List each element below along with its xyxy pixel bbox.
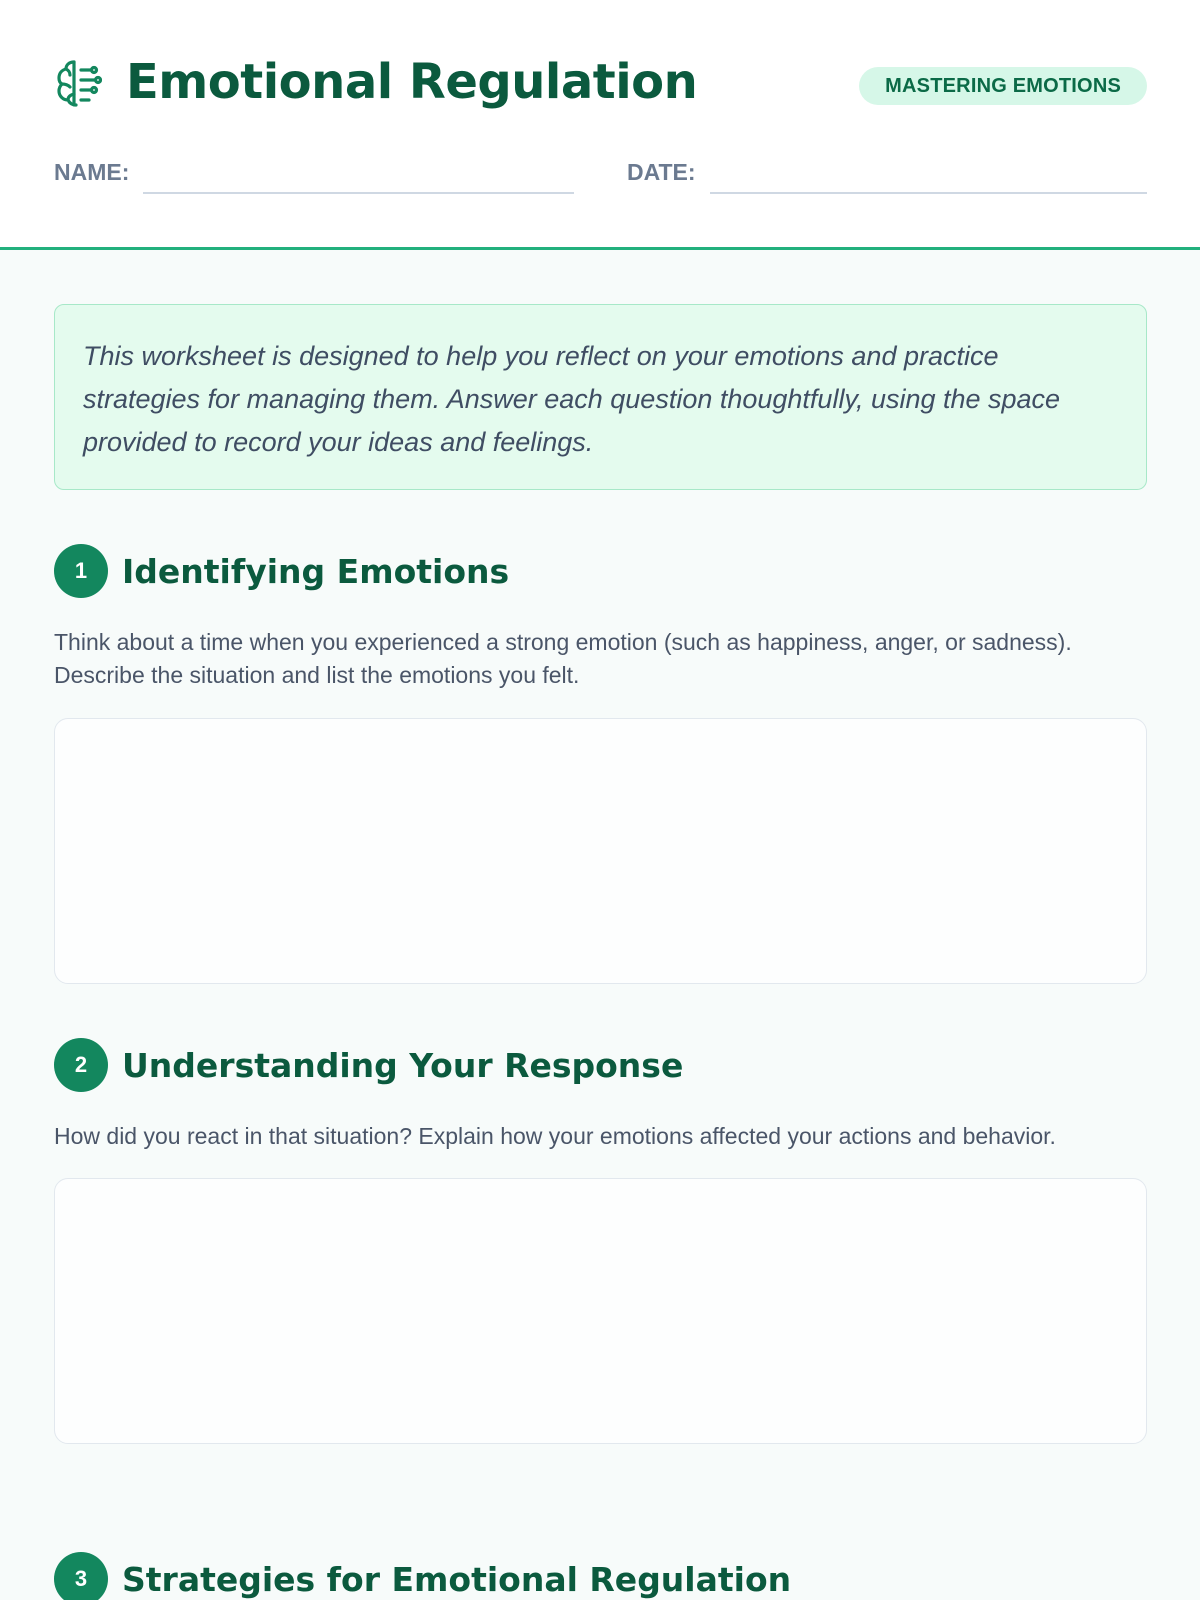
section-title: Understanding Your Response [122,1045,684,1085]
date-input-line[interactable] [710,156,1147,194]
page-title: Emotional Regulation [126,54,698,110]
name-input-line[interactable] [143,156,574,194]
section-2-header [54,1038,683,1092]
intro-text: This worksheet is designed to help you reflect on your emotions and practice strategies for managing them. Answer each question thoughtfully, using the space provided to record your ideas and feelings. [83,341,1061,457]
brain-icon [54,56,102,108]
date-field [627,156,1147,194]
section-title: Strategies for Emotional Regulation [122,1559,792,1599]
section-number-badge: 3 [54,1552,108,1600]
worksheet-header [0,0,1200,250]
name-label: NAME: [54,159,130,185]
section-description: How did you react in that situation? Explain how your emotions affected your actions and behavior. [54,1123,1056,1149]
title-row [54,54,697,110]
section-number-badge: 2 [54,1038,108,1092]
date-label: DATE: [627,159,696,185]
intro-box [54,304,1147,490]
section-number-badge: 1 [54,544,108,598]
section-description: Think about a time when you experienced a strong emotion (such as happiness, anger, or sadness). Describe the situation and list the emotions you felt. [54,629,1072,688]
section-1-header [54,544,509,598]
section-title: Identifying Emotions [122,551,510,591]
category-badge: MASTERING EMOTIONS [859,67,1147,105]
section-3-header [54,1552,791,1600]
answer-box-2[interactable] [54,1178,1147,1444]
name-field [54,156,574,194]
answer-box-1[interactable] [54,718,1147,984]
